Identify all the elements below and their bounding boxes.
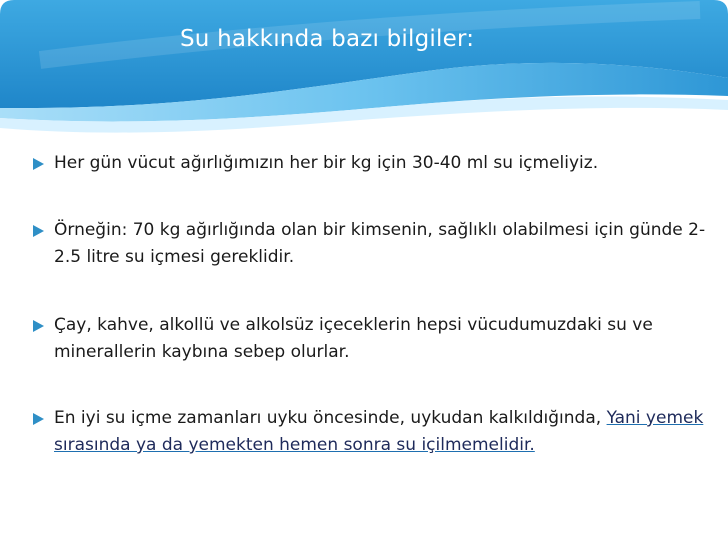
bullet-text: Çay, kahve, alkollü ve alkolsüz içeceklerin hepsi vücudumuzdaki su ve minerallerin kaybına sebep olurlar.	[54, 315, 653, 362]
arrow-bullet-icon	[33, 225, 44, 237]
title-banner	[0, 0, 728, 150]
arrow-bullet-icon	[33, 320, 44, 332]
bullet-text: Örneğin: 70 kg ağırlığında olan bir kimsenin, sağlıklı olabilmesi için günde 2-2.5 litre su içmesi gereklidir.	[54, 220, 706, 267]
arrow-bullet-icon	[33, 158, 44, 170]
arrow-bullet-icon	[33, 413, 44, 425]
bullet-text: Her gün vücut ağırlığımızın her bir kg için 30-40 ml su içmeliyiz.	[54, 153, 599, 173]
list-item	[34, 405, 714, 459]
bullet-text	[34, 405, 714, 459]
list-item	[34, 217, 714, 271]
page-title: Su hakkında bazı bilgiler:	[180, 26, 475, 52]
bullet-plain-text: En iyi su içme zamanları uyku öncesinde, uykudan kalkıldığında,	[54, 408, 602, 428]
water-wave-banner	[0, 0, 728, 150]
list-item	[34, 312, 714, 366]
list-item	[34, 150, 714, 177]
hyperlink-text[interactable]: Yani yemek sırasında ya da yemekten hemen sonra su içilmemelidir.	[54, 408, 704, 455]
